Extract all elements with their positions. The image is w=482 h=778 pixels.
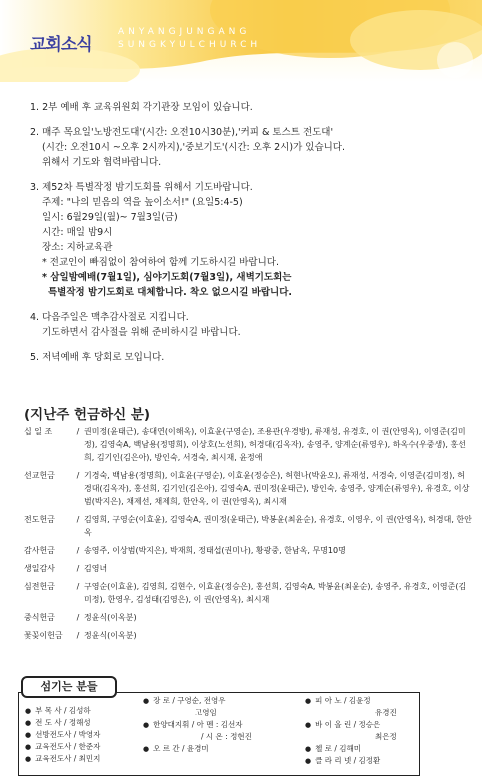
header-banner xyxy=(0,0,482,82)
staff-item: / 시 온 : 정현진 xyxy=(201,732,252,741)
donation-category: 꽃꽂이헌금 xyxy=(24,631,63,640)
staff-item: 최은정 xyxy=(375,732,397,741)
staff-item: ● 전 도 사 / 정해성 xyxy=(25,718,91,727)
staff-column-1 xyxy=(25,705,100,765)
bullet-icon: ● xyxy=(143,697,150,705)
donation-names: 김영희, 구영순(이효윤), 김영숙A, 권미정(윤태근), 박봉윤(최윤순), 유경호, 이영우, 이 권(안영옥), 허경대, 한안옥 xyxy=(84,515,472,537)
donation-category: 감사헌금 xyxy=(24,546,55,555)
notice-line: 특별작정 밤기도회로 대체합니다. 착오 없으시길 바랍니다. xyxy=(48,287,293,298)
notice-item-2 xyxy=(30,125,470,170)
donation-row xyxy=(24,425,472,464)
staff-column-3 xyxy=(305,695,397,767)
donations-title: (지난주 헌금하신 분) xyxy=(24,407,151,423)
staff-item: ● 오 르 간 / 윤경미 xyxy=(143,744,209,753)
bullet-icon: ● xyxy=(305,721,312,729)
bullet-icon: ● xyxy=(25,719,32,727)
donation-names: 정윤식(이옥분) xyxy=(84,613,137,622)
donation-category: 생일감사 xyxy=(24,564,55,573)
donation-row xyxy=(24,469,472,508)
staff-column-2 xyxy=(143,695,252,755)
staff-item: ● 교육전도사 / 한준자 xyxy=(25,742,101,751)
bullet-icon: ● xyxy=(25,707,32,715)
donation-names: 송영주, 이상범(박지은), 박재희, 정태섭(권미나), 황광중, 한남옥, 무명10명 xyxy=(84,546,346,555)
donation-row xyxy=(24,544,472,557)
notice-list xyxy=(30,100,470,375)
donation-names: 김영녀 xyxy=(84,564,108,573)
donations-list xyxy=(24,425,472,647)
notice-item-5 xyxy=(30,350,470,365)
bullet-icon: ● xyxy=(143,721,150,729)
staff-item: ● 선방전도사 / 박영자 xyxy=(25,730,101,739)
bullet-icon: ● xyxy=(305,757,312,765)
notice-line: 일시: 6월29일(월)~ 7월3일(금) xyxy=(42,212,178,223)
staff-item: ● 바 이 올 린 / 정승은 xyxy=(305,720,381,729)
separator: / xyxy=(76,546,80,555)
staff-title: 섬기는 분들 xyxy=(21,676,117,698)
church-name-english-2: SUNGKYULCHURCH xyxy=(118,40,262,50)
separator: / xyxy=(76,631,80,640)
separator: / xyxy=(76,427,80,436)
staff-box xyxy=(18,692,420,776)
notice-line: 5. 저녁예배 후 당회로 모입니다. xyxy=(30,352,165,363)
donation-row xyxy=(24,580,472,606)
notice-item-3 xyxy=(30,180,470,300)
notice-line: * 삼일밤예배(7월1일), 심야기도회(7월3일), 새벽기도회는 xyxy=(42,272,292,283)
donation-category: 전도헌금 xyxy=(24,515,55,524)
bullet-icon: ● xyxy=(305,745,312,753)
separator: / xyxy=(76,515,80,524)
staff-item: ● 한양대지휘 / 아 멘 : 김선자 xyxy=(143,720,243,729)
staff-item: 고영임 xyxy=(195,708,217,717)
header-title: 교회소식 xyxy=(30,35,92,55)
donation-category: 선교헌금 xyxy=(24,471,55,480)
donation-names: 정윤식(이옥분) xyxy=(84,631,137,640)
staff-item: ● 장 로 / 구영순, 전영우 xyxy=(143,696,226,705)
donation-category: 십 일 조 xyxy=(24,427,53,436)
notice-line: * 전교인이 빠짐없이 참여하여 함께 기도하시길 바랍니다. xyxy=(42,257,279,268)
bullet-icon: ● xyxy=(25,731,32,739)
separator: / xyxy=(76,613,80,622)
separator: / xyxy=(76,564,80,573)
donation-row xyxy=(24,513,472,539)
notice-item-1 xyxy=(30,100,470,115)
staff-item: ● 피 아 노 / 김윤정 xyxy=(305,696,371,705)
notice-line: 4. 다음주일은 맥추감사절로 지킵니다. xyxy=(30,312,189,323)
donation-category: 중식헌금 xyxy=(24,613,55,622)
church-name-english-1: ANYANGJUNGANG xyxy=(118,27,251,37)
donation-category: 심전헌금 xyxy=(24,582,55,591)
notice-line: 1. 2부 예배 후 교육위원회 각기관장 모임이 있습니다. xyxy=(30,102,253,113)
donation-names: 권미정(윤태근), 송대연(이해옥), 이효윤(구영순), 조용관(우경방), 류재성, 유경호, 이 권(안영옥), 이영준(김미정), 김영숙A, 백남용(정명희), 이상호(노선희), 허경대(김옥자), 송영주, 양계순(류영우), 하옥수(우중생), 홍선희, 김기인(김은아), 방인숙, 서경숙, 최시재, 윤정애 xyxy=(84,427,466,462)
notice-line: 기도하면서 감사절을 위해 준비하시길 바랍니다. xyxy=(42,327,241,338)
notice-line: 장소: 지하교육관 xyxy=(42,242,113,253)
donation-names: 구영순(이효윤), 김영희, 김현수, 이효윤(정승은), 홍선희, 김영숙A, 박봉윤(최윤순), 송영주, 유경호, 이영준(김미정), 한영우, 김성태(김영은), 이 권(안영옥), 최시재 xyxy=(84,582,467,604)
donation-names: 기경숙, 백남용(정명희), 이효윤(구영순), 이효윤(정승은), 허현나(박윤오), 류재성, 서경숙, 이영준(김미정), 허경대(김옥자), 홍선희, 김기인(김은아), 김영숙A, 권미정(윤태근), 방인숙, 송영주, 양계순(류영우), 유경호, 이상범(박지은), 채제선, 채제희, 한안옥, 이 권(안영옥), 최시재 xyxy=(84,471,470,506)
notice-line: 위해서 기도와 협력바랍니다. xyxy=(42,157,162,168)
bullet-icon: ● xyxy=(25,743,32,751)
bullet-icon: ● xyxy=(305,697,312,705)
notice-item-4 xyxy=(30,310,470,340)
notice-line: 주제: "나의 믿음의 역을 높이소서!" (요일5:4-5) xyxy=(42,197,243,208)
donation-row xyxy=(24,562,472,575)
notice-line: 3. 제52차 특별작정 밤기도회를 위해서 기도바랍니다. xyxy=(30,182,253,193)
staff-item: ● 부 목 사 / 김성하 xyxy=(25,706,91,715)
notice-line: (시간: 오전10시 ~오후 2시까지),'중보기도'(시간: 오후 2시)가 있습니다. xyxy=(42,142,345,153)
separator: / xyxy=(76,471,80,480)
separator: / xyxy=(76,582,80,591)
staff-item: 유경진 xyxy=(375,708,397,717)
bullet-icon: ● xyxy=(143,745,150,753)
staff-item: ● 클 라 리 넷 / 김정환 xyxy=(305,756,381,765)
staff-item: ● 첼 로 / 김해미 xyxy=(305,744,362,753)
notice-line: 2. 매주 목요일'노방전도대'(시간: 오전10시30분),'커피 & 토스트 전도대' xyxy=(30,127,334,138)
notice-line: 시간: 매일 밤9시 xyxy=(42,227,113,238)
staff-item: ● 교육전도사 / 최민지 xyxy=(25,754,101,763)
donation-row xyxy=(24,629,472,642)
bullet-icon: ● xyxy=(25,755,32,763)
donation-row xyxy=(24,611,472,624)
